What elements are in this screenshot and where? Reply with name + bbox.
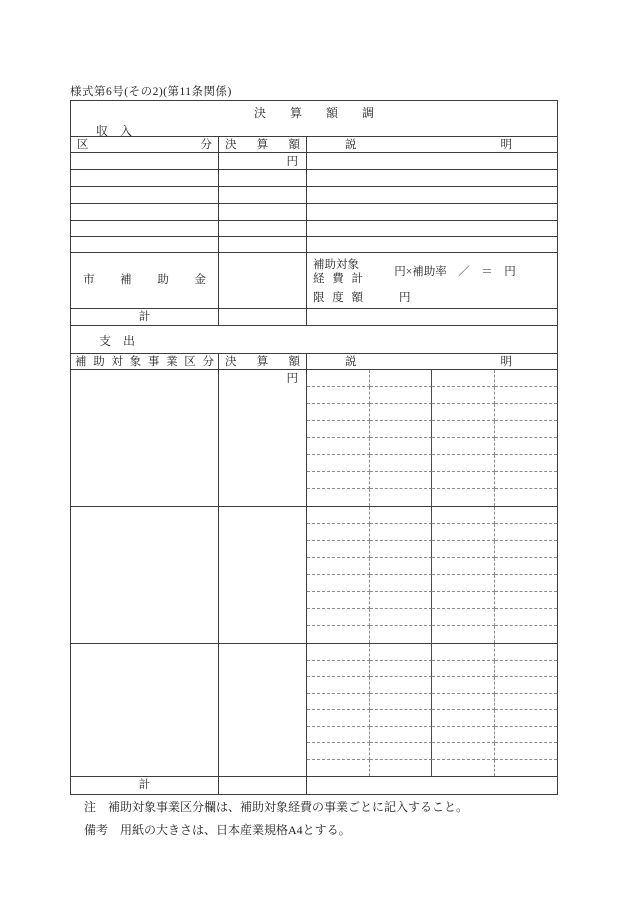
description-grid-cell [432, 438, 495, 455]
subsidy-limit-label: 限度額 [313, 292, 363, 304]
description-grid-cell [370, 438, 433, 455]
description-grid-cell [370, 710, 433, 727]
description-grid-cell [370, 472, 433, 489]
description-dashed-grid [306, 507, 557, 643]
description-grid-cell [307, 743, 370, 760]
income-description-cell [306, 237, 557, 252]
description-grid-cell [370, 455, 433, 472]
description-grid-cell [432, 370, 495, 387]
income-unit-yen: 円 [218, 153, 306, 169]
description-grid-cell [495, 743, 558, 760]
description-grid-cell [432, 661, 495, 678]
description-grid-cell [432, 710, 495, 727]
description-grid-cell [307, 694, 370, 711]
description-grid-cell [370, 677, 433, 694]
form-number-label: 様式第6号(その2)(第11条関係) [70, 86, 232, 98]
description-grid-cell [432, 404, 495, 421]
description-grid-cell [307, 760, 370, 777]
income-description-cell [306, 170, 557, 186]
description-grid-cell [370, 541, 433, 558]
description-grid-cell [495, 404, 558, 421]
expenditure-header-description: 説 明 [306, 354, 557, 369]
description-grid-cell [307, 644, 370, 661]
description-grid-cell [432, 507, 495, 524]
description-grid-cell [432, 472, 495, 489]
city-subsidy-description [306, 253, 557, 308]
income-empty-row [71, 203, 557, 220]
description-grid-cell [370, 694, 433, 711]
description-grid-cell [370, 592, 433, 609]
description-grid-cell [495, 626, 558, 643]
description-grid-cell [495, 524, 558, 541]
income-amount-cell [218, 187, 306, 203]
footer-notes [84, 796, 468, 842]
expenditure-total-row [71, 776, 557, 794]
expenditure-header-category: 補助対象事業区分 [75, 356, 214, 368]
city-subsidy-label: 市 補 助 金 [83, 274, 206, 287]
description-grid-cell [495, 455, 558, 472]
income-empty-row [71, 236, 557, 252]
description-grid-cell [307, 541, 370, 558]
description-grid-cell [307, 727, 370, 744]
subsidy-limit-unit: 円 [399, 292, 411, 304]
expenditure-total-label: 計 [138, 779, 151, 791]
description-grid-cell [495, 541, 558, 558]
income-header-row [71, 136, 557, 152]
description-grid-cell [495, 644, 558, 661]
subsidy-expense-label [313, 258, 363, 286]
description-grid-cell [495, 558, 558, 575]
description-grid-cell [307, 438, 370, 455]
description-dashed-grid [306, 370, 557, 506]
description-grid-cell [307, 387, 370, 404]
description-grid-cell [432, 489, 495, 506]
subsidy-expense-line1: 補助対象 [313, 259, 359, 271]
income-empty-row [71, 220, 557, 236]
description-grid-cell [495, 609, 558, 626]
income-description-cell [306, 187, 557, 203]
description-grid-cell [370, 558, 433, 575]
expenditure-amount-cell [218, 507, 306, 643]
note-entry-instruction: 注 補助対象事業区分欄は、補助対象経費の事業ごとに記入すること。 [84, 800, 469, 814]
description-grid-cell [307, 609, 370, 626]
description-grid-cell [307, 524, 370, 541]
income-unit-row [71, 152, 557, 169]
income-total-amount-cell [218, 309, 306, 325]
description-grid-cell [307, 592, 370, 609]
income-header-amount: 決 算 額 [218, 137, 306, 152]
description-grid-cell [495, 387, 558, 404]
description-grid-cell [370, 387, 433, 404]
description-grid-cell [495, 592, 558, 609]
expenditure-block-row [71, 506, 557, 643]
expenditure-section-row [71, 325, 557, 353]
income-empty-row [71, 169, 557, 186]
description-grid-cell [432, 626, 495, 643]
description-grid-cell [432, 575, 495, 592]
description-grid-cell [495, 489, 558, 506]
income-category-cell [71, 237, 218, 252]
description-grid-cell [370, 727, 433, 744]
description-grid-cell [432, 541, 495, 558]
income-category-cell [71, 170, 218, 186]
city-subsidy-category [71, 253, 218, 308]
description-grid-cell [307, 472, 370, 489]
expenditure-category-cell [71, 507, 218, 643]
income-category-cell [71, 204, 218, 220]
expenditure-unit-yen: 円 [218, 370, 306, 506]
description-grid-cell [432, 592, 495, 609]
city-subsidy-row [71, 252, 557, 308]
description-grid-cell [432, 644, 495, 661]
description-grid-cell [370, 575, 433, 592]
description-grid-cell [495, 760, 558, 777]
subsidy-expense-line2: 経費計 [313, 273, 363, 285]
description-grid-cell [370, 743, 433, 760]
description-grid-cell [432, 727, 495, 744]
description-grid-cell [307, 455, 370, 472]
expenditure-category-cell [71, 644, 218, 776]
description-grid-cell [432, 524, 495, 541]
income-category-cell [71, 153, 218, 169]
income-total-description-cell [306, 309, 557, 325]
income-category-cell [71, 187, 218, 203]
expenditure-header-row [71, 353, 557, 369]
table-title-row [71, 101, 557, 136]
description-grid-cell [432, 760, 495, 777]
income-header-category: 区 分 [77, 139, 212, 151]
subsidy-rate-formula: 円×補助率 ／ ＝ 円 [394, 265, 516, 278]
description-grid-cell [307, 575, 370, 592]
table-title: 決 算 額 調 [253, 106, 374, 120]
description-grid-cell [370, 760, 433, 777]
description-grid-cell [495, 472, 558, 489]
income-description-cell [306, 153, 557, 169]
income-amount-cell [218, 221, 306, 236]
description-grid-cell [432, 558, 495, 575]
income-description-cell [306, 204, 557, 220]
expenditure-total-amount-cell [218, 777, 306, 794]
income-description-cell [306, 221, 557, 236]
description-grid-cell [495, 438, 558, 455]
description-grid-cell [432, 609, 495, 626]
description-grid-cell [495, 677, 558, 694]
description-grid-cell [495, 421, 558, 438]
expenditure-block-row [71, 643, 557, 776]
description-grid-cell [307, 558, 370, 575]
description-grid-cell [307, 710, 370, 727]
description-grid-cell [370, 404, 433, 421]
description-grid-cell [307, 507, 370, 524]
description-grid-cell [370, 661, 433, 678]
settlement-table [70, 100, 558, 795]
income-total-row [71, 308, 557, 325]
description-grid-cell [370, 524, 433, 541]
income-section-label: 収 入 [96, 124, 133, 138]
description-grid-cell [432, 421, 495, 438]
city-subsidy-amount-cell [218, 253, 306, 308]
description-dashed-grid [306, 644, 557, 776]
income-amount-cell [218, 204, 306, 220]
description-grid-cell [495, 575, 558, 592]
description-grid-cell [495, 661, 558, 678]
description-grid-cell [370, 626, 433, 643]
description-grid-cell [432, 677, 495, 694]
description-grid-cell [307, 677, 370, 694]
description-grid-cell [432, 743, 495, 760]
income-empty-row [71, 186, 557, 203]
description-grid-cell [432, 387, 495, 404]
description-grid-cell [495, 710, 558, 727]
description-grid-cell [370, 507, 433, 524]
description-grid-cell [370, 421, 433, 438]
expenditure-header-amount: 決 算 額 [218, 354, 306, 369]
income-amount-cell [218, 237, 306, 252]
description-grid-cell [495, 370, 558, 387]
description-grid-cell [495, 507, 558, 524]
note-paper-size: 備考 用紙の大きさは、日本産業規格A4とする。 [84, 823, 351, 837]
expenditure-category-cell [71, 370, 218, 506]
description-grid-cell [495, 694, 558, 711]
description-grid-cell [432, 455, 495, 472]
description-grid-cell [370, 370, 433, 387]
description-grid-cell [307, 661, 370, 678]
expenditure-total-description-cell [306, 777, 557, 794]
description-grid-cell [307, 404, 370, 421]
description-grid-cell [307, 626, 370, 643]
income-category-cell [71, 221, 218, 236]
income-header-description: 説 明 [306, 137, 557, 152]
description-grid-cell [432, 694, 495, 711]
description-grid-cell [307, 370, 370, 387]
income-amount-cell [218, 170, 306, 186]
description-grid-cell [370, 489, 433, 506]
description-grid-cell [370, 609, 433, 626]
description-grid-cell [370, 644, 433, 661]
description-grid-cell [307, 489, 370, 506]
expenditure-amount-cell [218, 644, 306, 776]
income-total-label: 計 [138, 311, 151, 323]
description-grid-cell [495, 727, 558, 744]
description-grid-cell [307, 421, 370, 438]
expenditure-section-label: 支 出 [99, 334, 136, 348]
expenditure-block-row [71, 369, 557, 506]
